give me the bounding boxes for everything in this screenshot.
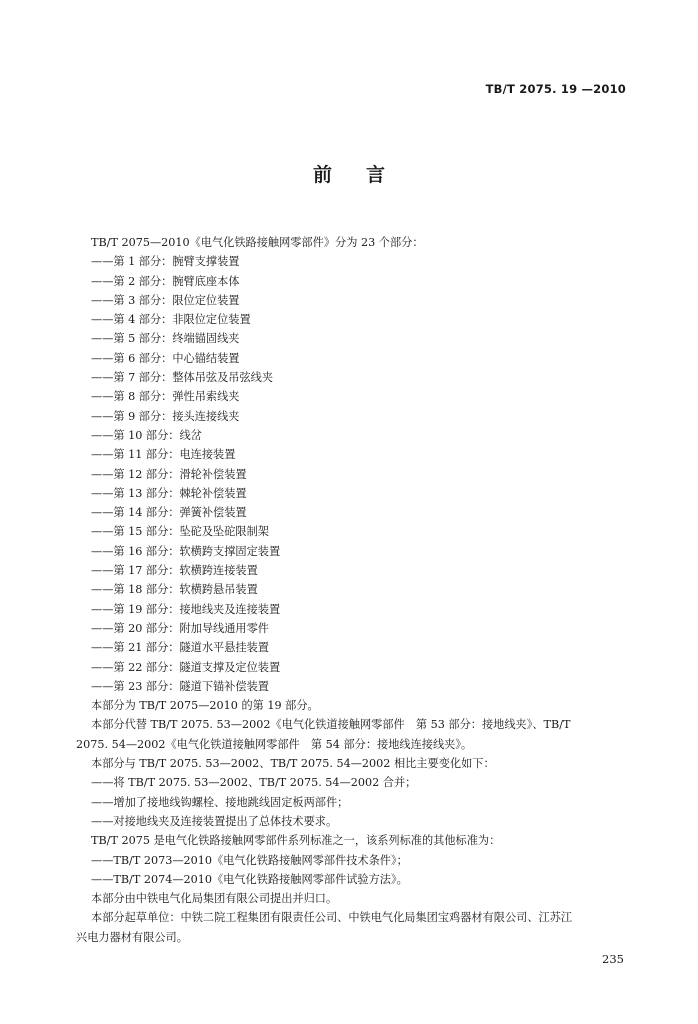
title-char-2: 言 xyxy=(366,164,386,186)
part-list-item: ——第 1 部分：腕臂支撑装置 xyxy=(91,255,240,269)
part-list-item: ——第 18 部分：软横跨悬吊装置 xyxy=(91,583,258,597)
change-list-item: ——增加了接地线钩螺栓、接地跳线固定板两部件； xyxy=(91,795,349,809)
part-list-item: ——第 20 部分：附加导线通用零件 xyxy=(91,621,269,635)
part-list-item: ——第 17 部分：软横跨连接装置 xyxy=(91,564,258,578)
part-list-item: ——第 5 部分：终端锚固线夹 xyxy=(91,332,240,346)
part-list-item: ——第 16 部分：软横跨支撑固定装置 xyxy=(91,544,281,558)
part-list-item: ——第 23 部分：隧道下锚补偿装置 xyxy=(91,679,269,693)
changes-intro-paragraph: 本部分与 TB/T 2075. 53—2002、TB/T 2075. 54—2002 相比主要变化如下： xyxy=(91,757,495,771)
part-list-item: ——第 4 部分：非限位定位装置 xyxy=(91,313,251,327)
part-list-item: ——第 10 部分：线岔 xyxy=(91,428,202,442)
part-list-item: ——第 3 部分：限位定位装置 xyxy=(91,293,240,307)
replaces-paragraph-line-2: 2075. 54—2002《电气化铁道接触网零部件 第 54 部分：接地线连接线夹》。 xyxy=(76,737,473,751)
series-list-item: ——TB/T 2074—2010《电气化铁路接触网零部件试验方法》。 xyxy=(91,872,408,886)
part-list-item: ——第 2 部分：腕臂底座本体 xyxy=(91,274,240,288)
change-list-item: ——对接地线夹及连接装置提出了总体技术要求。 xyxy=(91,814,338,828)
replaces-paragraph-line-1: 本部分代替 TB/T 2075. 53—2002《电气化铁道接触网零部件 第 53 部分：接地线夹》、TB/T xyxy=(91,718,571,732)
page-title xyxy=(0,160,698,187)
drafters-paragraph-line-2: 兴电力器材有限公司。 xyxy=(76,930,188,944)
proposed-by-paragraph: 本部分由中铁电气化局集团有限公司提出并归口。 xyxy=(91,892,338,906)
foreword-body xyxy=(76,233,630,947)
part-list-item: ——第 19 部分：接地线夹及连接装置 xyxy=(91,602,281,616)
part-list-item: ——第 6 部分：中心锚结装置 xyxy=(91,351,240,365)
part-list-item: ——第 14 部分：弹簧补偿装置 xyxy=(91,506,247,520)
series-list-item: ——TB/T 2073—2010《电气化铁路接触网零部件技术条件》； xyxy=(91,853,408,867)
intro-paragraph: TB/T 2075—2010《电气化铁路接触网零部件》分为 23 个部分： xyxy=(91,236,424,249)
part-list-item: ——第 11 部分：电连接装置 xyxy=(91,448,236,462)
page-number: 235 xyxy=(602,952,624,966)
part-list-item: ——第 9 部分：接头连接线夹 xyxy=(91,409,240,423)
part-list-item: ——第 21 部分：隧道水平悬挂装置 xyxy=(91,641,269,655)
part-list-item: ——第 13 部分：棘轮补偿装置 xyxy=(91,486,247,500)
series-intro-paragraph: TB/T 2075 是电气化铁路接触网零部件系列标准之一，该系列标准的其他标准为： xyxy=(91,834,501,848)
part-list-item: ——第 22 部分：隧道支撑及定位装置 xyxy=(91,660,281,674)
part-list-item: ——第 15 部分：坠砣及坠砣限制架 xyxy=(91,525,269,539)
drafters-paragraph-line-1: 本部分起草单位：中铁二院工程集团有限责任公司、中铁电气化局集团宝鸡器材有限公司、江苏江 xyxy=(91,911,573,925)
part-list-item: ——第 8 部分：弹性吊索线夹 xyxy=(91,390,240,404)
title-char-1: 前 xyxy=(312,164,332,186)
this-part-paragraph: 本部分为 TB/T 2075—2010 的第 19 部分。 xyxy=(91,699,319,713)
part-list-item: ——第 12 部分：滑轮补偿装置 xyxy=(91,467,247,481)
change-list-item: ——将 TB/T 2075. 53—2002、TB/T 2075. 54—2002 合并； xyxy=(91,776,417,790)
standard-code-header: TB/T 2075. 19 —2010 xyxy=(485,82,626,96)
part-list-item: ——第 7 部分：整体吊弦及吊弦线夹 xyxy=(91,371,274,385)
